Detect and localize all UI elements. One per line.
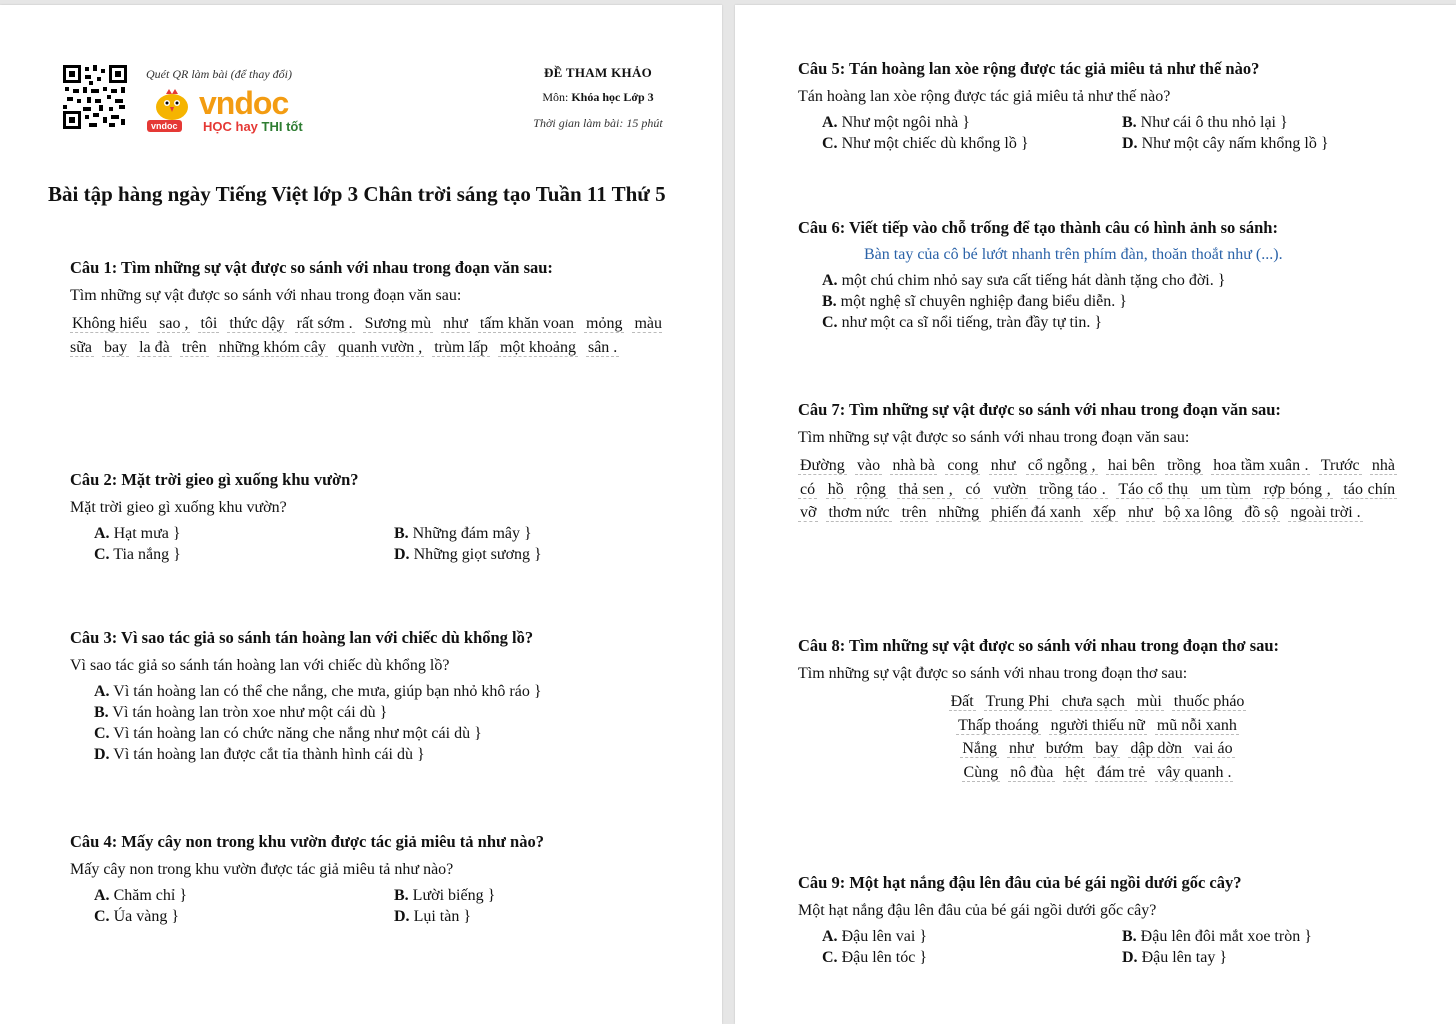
question-title: Câu 1: Tìm những sự vật được so sánh với nhau trong đoạn văn sau: xyxy=(70,258,553,277)
word-token[interactable]: thức dậy xyxy=(229,315,285,332)
word-token[interactable]: trên xyxy=(901,504,927,521)
question-3 xyxy=(70,628,542,767)
word-token[interactable]: la đà xyxy=(139,338,170,356)
word-token[interactable]: như xyxy=(1128,504,1153,521)
option-key: B. xyxy=(94,704,109,721)
word-token[interactable]: Sương mù xyxy=(364,315,432,332)
word-token[interactable]: thả sen , xyxy=(898,480,953,498)
word-token[interactable]: Táo cổ thụ xyxy=(1118,480,1189,498)
word-token[interactable]: tôi xyxy=(200,315,218,332)
subject-name: Khóa học Lớp 3 xyxy=(571,90,654,104)
poem xyxy=(798,690,1401,784)
option-c[interactable] xyxy=(94,725,542,743)
option-text: Vì tán hoàng lan được cắt tỉa thành hình cái dù } xyxy=(109,746,425,763)
word-token[interactable]: nhà bà xyxy=(892,457,935,474)
option-key: C. xyxy=(822,949,838,966)
word-token[interactable]: Đất xyxy=(950,693,974,710)
word-token[interactable]: như xyxy=(990,457,1016,474)
option-key: B. xyxy=(394,887,409,904)
word-token[interactable]: vườn xyxy=(993,480,1027,498)
word-token[interactable]: thuốc pháo xyxy=(1173,693,1245,710)
passage xyxy=(798,454,1401,525)
exam-time: Thời gian làm bài: 15 phút xyxy=(533,116,663,130)
word-token[interactable]: có xyxy=(800,480,816,498)
option-key: A. xyxy=(822,928,838,945)
option-key: A. xyxy=(94,525,110,542)
option-key: C. xyxy=(94,725,110,742)
option-text: Lười biếng } xyxy=(408,887,496,904)
word-token[interactable]: phiến đá xanh xyxy=(991,504,1081,521)
word-token[interactable]: thơm nức xyxy=(828,504,890,521)
question-8 xyxy=(798,636,1401,784)
option-key: B. xyxy=(1122,114,1137,131)
option-a[interactable] xyxy=(94,683,542,701)
option-text: Như cái ô thu nhỏ lại } xyxy=(1136,114,1288,131)
option-text: Vì tán hoàng lan tròn xoe như một cái dù } xyxy=(108,704,388,721)
word-token[interactable]: vào xyxy=(857,457,881,474)
exam-label: ĐỀ THAM KHẢO xyxy=(543,65,653,80)
option-a[interactable] xyxy=(822,272,1283,290)
option-b[interactable] xyxy=(1122,114,1422,132)
option-text: Vì tán hoàng lan có thể che nắng, che mưa, giúp bạn nhỏ khô ráo } xyxy=(109,683,542,700)
option-text: Úa vàng } xyxy=(109,908,179,925)
option-key: D. xyxy=(394,908,410,925)
word-token[interactable]: đám trẻ xyxy=(1096,763,1146,781)
option-text: Chăm chỉ } xyxy=(109,887,188,904)
option-text: như một ca sĩ nổi tiếng, tràn đầy tự tin. } xyxy=(837,314,1103,331)
option-text: Như một ngôi nhà } xyxy=(837,114,970,131)
question-9 xyxy=(798,873,1422,967)
option-key: D. xyxy=(394,546,410,563)
options xyxy=(822,272,1283,332)
option-c[interactable] xyxy=(94,546,394,564)
options xyxy=(94,887,694,926)
question-2 xyxy=(70,470,694,564)
option-text: Những đám mây } xyxy=(408,525,532,542)
word-token[interactable]: hồ xyxy=(827,480,844,498)
option-text: Đậu lên đôi mắt xoe tròn } xyxy=(1136,928,1312,945)
word-token[interactable]: ngoài trời . xyxy=(1290,504,1361,521)
option-a[interactable] xyxy=(822,928,1122,946)
exam-subject xyxy=(470,90,726,105)
logo-wordmark: vndoc xyxy=(199,85,289,121)
slogan-part-1: HỌC hay xyxy=(203,119,262,134)
word-token[interactable]: hệt xyxy=(1065,763,1085,781)
option-a[interactable] xyxy=(822,114,1122,132)
question-title: Câu 3: Vì sao tác giả so sánh tán hoàng lan với chiếc dù khổng lồ? xyxy=(70,628,534,647)
word-token[interactable]: bướm xyxy=(1045,740,1084,757)
option-text: Như một cây nấm khổng lồ } xyxy=(1137,135,1329,152)
question-body: Vì sao tác giả so sánh tán hoàng lan với chiếc dù khổng lồ? xyxy=(70,657,450,674)
question-title: Câu 4: Mấy cây non trong khu vườn được tác giả miêu tả như nào? xyxy=(70,832,544,851)
word-token[interactable]: Đường xyxy=(800,457,845,474)
word-token[interactable]: rộng xyxy=(856,480,886,498)
word-token[interactable]: dập dờn xyxy=(1130,740,1182,757)
option-d[interactable] xyxy=(1122,949,1422,967)
vndoc-logo xyxy=(147,85,317,141)
slogan-part-2: THI tốt xyxy=(261,119,303,134)
word-token[interactable]: Trung Phi xyxy=(985,693,1050,710)
option-a[interactable] xyxy=(94,525,394,543)
subject-prefix: Môn: xyxy=(542,90,572,104)
option-text: một nghệ sĩ chuyên nghiệp đang biểu diễn. } xyxy=(836,293,1127,310)
word-token[interactable]: trồng xyxy=(1167,457,1201,474)
question-body: Mặt trời gieo gì xuống khu vườn? xyxy=(70,499,287,516)
chicken-mascot-icon xyxy=(151,87,193,121)
word-token[interactable]: Cùng xyxy=(963,763,999,781)
qr-code-icon[interactable] xyxy=(63,65,127,129)
word-token[interactable]: táo chín xyxy=(1343,480,1396,498)
option-text: Tia nắng } xyxy=(109,546,181,563)
word-token[interactable]: vỡ xyxy=(800,504,817,521)
word-token[interactable]: rợp bóng , xyxy=(1263,480,1331,498)
word-token[interactable]: chưa sạch xyxy=(1061,693,1125,710)
word-token[interactable]: hoa tầm xuân . xyxy=(1213,457,1309,474)
option-d[interactable] xyxy=(1122,135,1422,153)
exam-header xyxy=(470,65,726,131)
option-text: Hạt mưa } xyxy=(109,525,181,542)
page-title: Bài tập hàng ngày Tiếng Việt lớp 3 Chân trời sáng tạo Tuần 11 Thứ 5 xyxy=(48,182,666,206)
poem-line xyxy=(798,714,1401,738)
question-body: Một hạt nắng đậu lên đâu của bé gái ngồi dưới gốc cây? xyxy=(798,902,1157,919)
option-b[interactable] xyxy=(94,704,542,722)
word-token[interactable]: cong xyxy=(947,457,979,474)
word-token[interactable]: Thấp thoáng xyxy=(958,716,1039,734)
option-text: Đậu lên tóc } xyxy=(837,949,927,966)
word-token[interactable]: xếp xyxy=(1092,504,1116,521)
word-token[interactable]: Nắng xyxy=(962,740,998,757)
option-text: một chú chim nhỏ say sưa cất tiếng hát dành tặng cho đời. } xyxy=(837,272,1226,289)
option-key: A. xyxy=(94,887,110,904)
option-text: Những giọt sương } xyxy=(409,546,542,563)
option-b[interactable] xyxy=(394,525,694,543)
option-c[interactable] xyxy=(94,908,394,926)
word-token[interactable]: một khoảng xyxy=(499,338,576,356)
option-key: A. xyxy=(822,272,838,289)
question-title: Câu 7: Tìm những sự vật được so sánh với nhau trong đoạn văn sau: xyxy=(798,400,1281,419)
question-title: Câu 8: Tìm những sự vật được so sánh với nhau trong đoạn thơ sau: xyxy=(798,636,1280,655)
option-c[interactable] xyxy=(822,949,1122,967)
word-token[interactable]: tấm khăn voan xyxy=(479,315,575,332)
word-token[interactable]: Trước xyxy=(1320,457,1360,474)
option-key: D. xyxy=(94,746,110,763)
question-body: Tìm những sự vật được so sánh với nhau trong đoạn văn sau: xyxy=(798,429,1190,446)
word-token[interactable]: bay xyxy=(1095,740,1119,757)
word-token[interactable]: vây quanh . xyxy=(1157,763,1232,781)
option-text: Như một chiếc dù khổng lồ } xyxy=(837,135,1029,152)
options xyxy=(94,525,694,564)
option-key: B. xyxy=(394,525,409,542)
option-b[interactable] xyxy=(1122,928,1422,946)
option-c[interactable] xyxy=(822,314,1283,332)
question-6 xyxy=(798,218,1283,335)
option-key: C. xyxy=(822,135,838,152)
question-body: Mấy cây non trong khu vườn được tác giả miêu tả như nào? xyxy=(70,861,454,878)
option-c[interactable] xyxy=(822,135,1122,153)
word-token[interactable]: đồ sộ xyxy=(1244,504,1279,521)
page-right xyxy=(735,5,1456,1024)
options xyxy=(94,683,542,764)
question-4 xyxy=(70,832,694,926)
word-token[interactable]: cổ ngỗng , xyxy=(1027,457,1096,474)
question-5 xyxy=(798,59,1422,153)
options xyxy=(822,114,1422,153)
question-prompt: Bàn tay của cô bé lướt nhanh trên phím đàn, thoăn thoắt như (...). xyxy=(864,246,1283,263)
question-title: Câu 9: Một hạt nắng đậu lên đâu của bé gái ngồi dưới gốc cây? xyxy=(798,873,1242,892)
options xyxy=(822,928,1422,967)
word-token[interactable]: những khóm cây xyxy=(218,338,326,356)
word-token[interactable]: rất sớm . xyxy=(296,315,353,332)
option-key: C. xyxy=(94,546,110,563)
word-token[interactable]: trùm lấp xyxy=(434,338,488,356)
poem-line xyxy=(798,737,1401,761)
word-token[interactable]: mỏng xyxy=(586,315,623,332)
option-key: B. xyxy=(1122,928,1137,945)
word-token[interactable]: sao , xyxy=(159,315,189,332)
option-key: C. xyxy=(94,908,110,925)
word-token[interactable]: bay xyxy=(104,338,128,356)
passage xyxy=(70,312,678,359)
option-key: B. xyxy=(822,293,837,310)
word-token[interactable]: quanh vườn , xyxy=(337,338,423,356)
option-a[interactable] xyxy=(94,887,394,905)
word-token[interactable]: mũ nỗi xanh xyxy=(1156,716,1237,734)
logo-badge: vndoc xyxy=(147,120,182,132)
logo-slogan xyxy=(203,119,303,134)
word-token[interactable]: như xyxy=(1009,740,1034,757)
word-token[interactable]: mùi xyxy=(1136,693,1162,710)
option-text: Đậu lên tay } xyxy=(1137,949,1227,966)
option-d[interactable] xyxy=(394,908,694,926)
option-key: C. xyxy=(822,314,838,331)
word-token[interactable]: màu sữa xyxy=(70,315,663,356)
question-body: Tán hoàng lan xòe rộng được tác giả miêu tả như thế nào? xyxy=(798,88,1171,105)
option-key: A. xyxy=(822,114,838,131)
option-text: Vì tán hoàng lan có chức năng che nắng như một cái dù } xyxy=(109,725,482,742)
word-token[interactable]: nhà xyxy=(1371,457,1395,474)
word-token[interactable]: như xyxy=(443,315,468,332)
word-token[interactable]: bộ xa lông xyxy=(1164,504,1233,521)
option-key: D. xyxy=(1122,949,1138,966)
option-key: D. xyxy=(1122,135,1138,152)
option-d[interactable] xyxy=(394,546,694,564)
option-d[interactable] xyxy=(94,746,542,764)
option-text: Lụi tàn } xyxy=(409,908,472,925)
question-body: Tìm những sự vật được so sánh với nhau trong đoạn văn sau: xyxy=(70,287,462,304)
question-title: Câu 6: Viết tiếp vào chỗ trống để tạo thành câu có hình ảnh so sánh: xyxy=(798,218,1278,237)
question-title: Câu 5: Tán hoàng lan xòe rộng được tác giả miêu tả như thế nào? xyxy=(798,59,1260,78)
word-token[interactable]: sân . xyxy=(587,338,618,356)
page-left xyxy=(0,5,722,1024)
word-token[interactable]: um tùm xyxy=(1200,480,1251,498)
question-1 xyxy=(70,258,678,359)
question-7 xyxy=(798,400,1401,525)
poem-line xyxy=(798,761,1401,785)
option-b[interactable] xyxy=(394,887,694,905)
word-token[interactable]: nô đùa xyxy=(1010,763,1054,781)
option-b[interactable] xyxy=(822,293,1283,311)
word-token[interactable]: Không hiểu xyxy=(72,315,148,332)
word-token[interactable]: có xyxy=(965,480,981,498)
word-token[interactable]: hai bên xyxy=(1107,457,1155,474)
word-token[interactable]: những xyxy=(938,504,980,521)
word-token[interactable]: người thiếu nữ xyxy=(1050,716,1145,734)
word-token[interactable]: trên xyxy=(181,338,207,356)
poem-line xyxy=(798,690,1401,714)
word-token[interactable]: vai áo xyxy=(1193,740,1233,757)
option-key: A. xyxy=(94,683,110,700)
question-title: Câu 2: Mặt trời gieo gì xuống khu vườn? xyxy=(70,470,359,489)
qr-scan-text: Quét QR làm bài (để thay đổi) xyxy=(146,67,292,81)
word-token[interactable]: trồng táo . xyxy=(1039,480,1106,498)
question-body: Tìm những sự vật được so sánh với nhau trong đoạn thơ sau: xyxy=(798,665,1188,682)
option-text: Đậu lên vai } xyxy=(837,928,927,945)
